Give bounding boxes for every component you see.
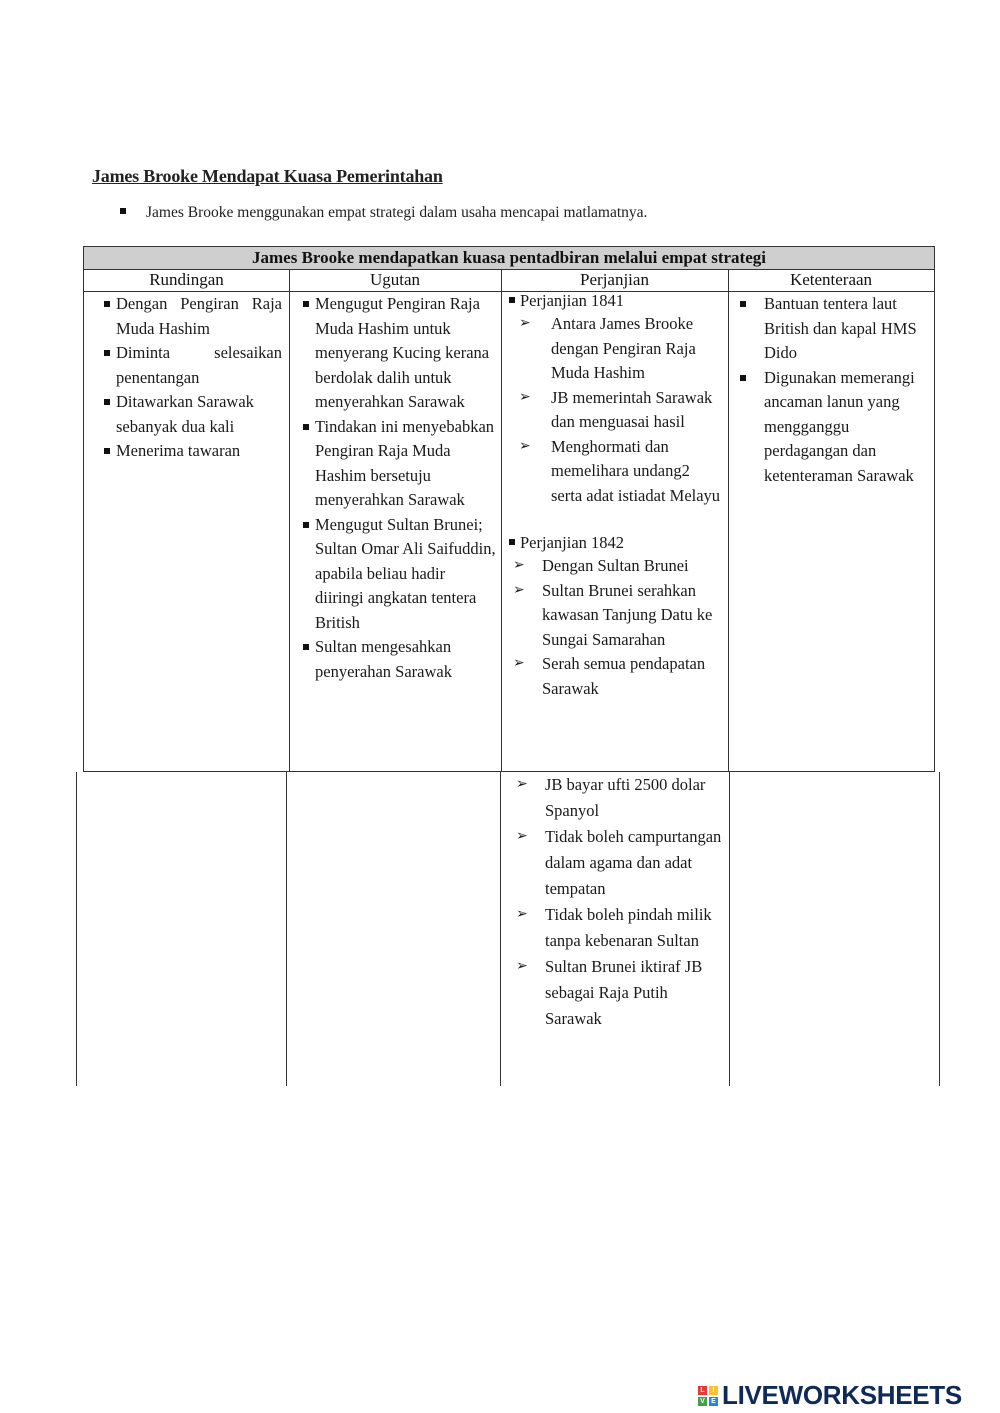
- liveworksheets-badge[interactable]: [698, 1380, 962, 1411]
- bullet-square-icon: [509, 297, 515, 303]
- list-item: ➢ Dengan Sultan Brunei: [509, 554, 723, 579]
- bullet-square-icon: [303, 644, 309, 650]
- bullet-square-icon: [303, 301, 309, 307]
- list-item: Sultan mengesahkan penyerahan Sarawak: [301, 635, 496, 684]
- header-ketenteraan: Ketenteraan: [728, 269, 934, 292]
- column-divider: [939, 772, 940, 1086]
- column-divider: [729, 772, 730, 1086]
- arrowhead-icon: ➢: [516, 959, 528, 974]
- bullet-square-icon: [104, 301, 110, 307]
- list-item: Menerima tawaran: [102, 439, 282, 464]
- bullet-square-icon: [740, 301, 746, 307]
- list-item: Mengugut Sultan Brunei; Sultan Omar Ali Saifuddin, apabila beliau hadir diiringi angkatan tentera British: [301, 513, 496, 636]
- bullet-square-icon: [303, 424, 309, 430]
- bullet-square-icon: [509, 539, 515, 545]
- bullet-square-icon: [120, 208, 126, 214]
- list-item: Mengugut Pengiran Raja Muda Hashim untuk menyerang Kucing kerana berdolak dalih untuk menyerahkan Sarawak: [301, 292, 496, 415]
- arrowhead-icon: ➢: [519, 438, 531, 454]
- bullet-square-icon: [303, 522, 309, 528]
- column-divider: [286, 772, 287, 1086]
- liveworksheets-logo-icon: L I V E: [698, 1386, 718, 1406]
- list-item: ➢ Tidak boleh campurtangan dalam agama dan adat tempatan: [512, 824, 726, 902]
- column-divider: [500, 772, 501, 1086]
- cell-rundingan: [102, 292, 282, 464]
- arrowhead-icon: ➢: [513, 558, 525, 573]
- arrowhead-icon: ➢: [516, 777, 528, 792]
- header-ugutan: Ugutan: [289, 269, 501, 292]
- arrowhead-icon: ➢: [516, 907, 528, 922]
- bullet-square-icon: [740, 375, 746, 381]
- list-item: ➢ Antara James Brooke dengan Pengiran Raja Muda Hashim: [519, 314, 696, 382]
- cell-ketenteraan: [736, 292, 932, 488]
- list-item: ➢ JB bayar ufti 2500 dolar Spanyol: [512, 772, 726, 824]
- column-divider: [501, 269, 502, 771]
- table-banner: James Brooke mendapatkan kuasa pentadbiran melalui empat strategi: [84, 247, 934, 270]
- list-item: ➢ Tidak boleh pindah milik tanpa kebenaran Sultan: [512, 902, 726, 954]
- list-item: Tindakan ini menyebabkan Pengiran Raja Muda Hashim bersetuju menyerahkan Sarawak: [301, 415, 496, 513]
- arrowhead-icon: ➢: [513, 582, 525, 598]
- strategy-table: [83, 246, 935, 772]
- header-perjanjian: Perjanjian: [501, 269, 728, 292]
- cell-perjanjian: [509, 290, 723, 701]
- bullet-square-icon: [104, 448, 110, 454]
- list-item: Digunakan memerangi ancaman lanun yang mengganggu perdagangan dan ketenteraman Sarawak: [736, 366, 932, 489]
- brand-name: LIVEWORKSHEETS: [722, 1380, 962, 1410]
- bullet-square-icon: [104, 350, 110, 356]
- table-continuation: [0, 772, 1000, 1088]
- cell-ugutan: [301, 292, 496, 684]
- column-divider: [289, 269, 290, 771]
- treaty-1841-title: Perjanjian 1841: [509, 290, 723, 312]
- arrowhead-icon: ➢: [519, 316, 531, 331]
- bullet-square-icon: [104, 399, 110, 405]
- list-item: ➢ Sultan Brunei serahkan kawasan Tanjung Datu ke Sungai Samarahan: [513, 580, 713, 649]
- list-item: Diminta selesaikan penentangan: [102, 341, 282, 390]
- treaty-1842-title: Perjanjian 1842: [509, 532, 723, 554]
- arrowhead-icon: ➢: [519, 389, 531, 405]
- header-rundingan: Rundingan: [84, 269, 289, 292]
- list-item: ➢ Serah semua pendapatan Sarawak: [513, 654, 706, 698]
- list-item: Bantuan tentera laut British dan kapal HMS Dido: [736, 292, 932, 366]
- list-item: Dengan Pengiran Raja Muda Hashim: [102, 292, 282, 341]
- arrowhead-icon: ➢: [513, 656, 525, 671]
- column-divider: [76, 772, 77, 1086]
- intro-line: [120, 204, 647, 222]
- column-divider: [728, 269, 729, 771]
- arrowhead-icon: ➢: [516, 829, 528, 844]
- list-item: Ditawarkan Sarawak sebanyak dua kali: [102, 390, 282, 439]
- list-item: ➢ Sultan Brunei iktiraf JB sebagai Raja Putih Sarawak: [512, 954, 726, 1032]
- list-item: ➢ Menghormati dan memelihara undang2 serta adat istiadat Melayu: [519, 436, 721, 505]
- list-item: ➢ JB memerintah Sarawak dan menguasai hasil: [519, 387, 713, 431]
- intro-text: James Brooke menggunakan empat strategi dalam usaha mencapai matlamatnya.: [146, 204, 648, 221]
- page-title: James Brooke Mendapat Kuasa Pemerintahan: [92, 166, 443, 186]
- cell-perjanjian-continued: [512, 772, 726, 1032]
